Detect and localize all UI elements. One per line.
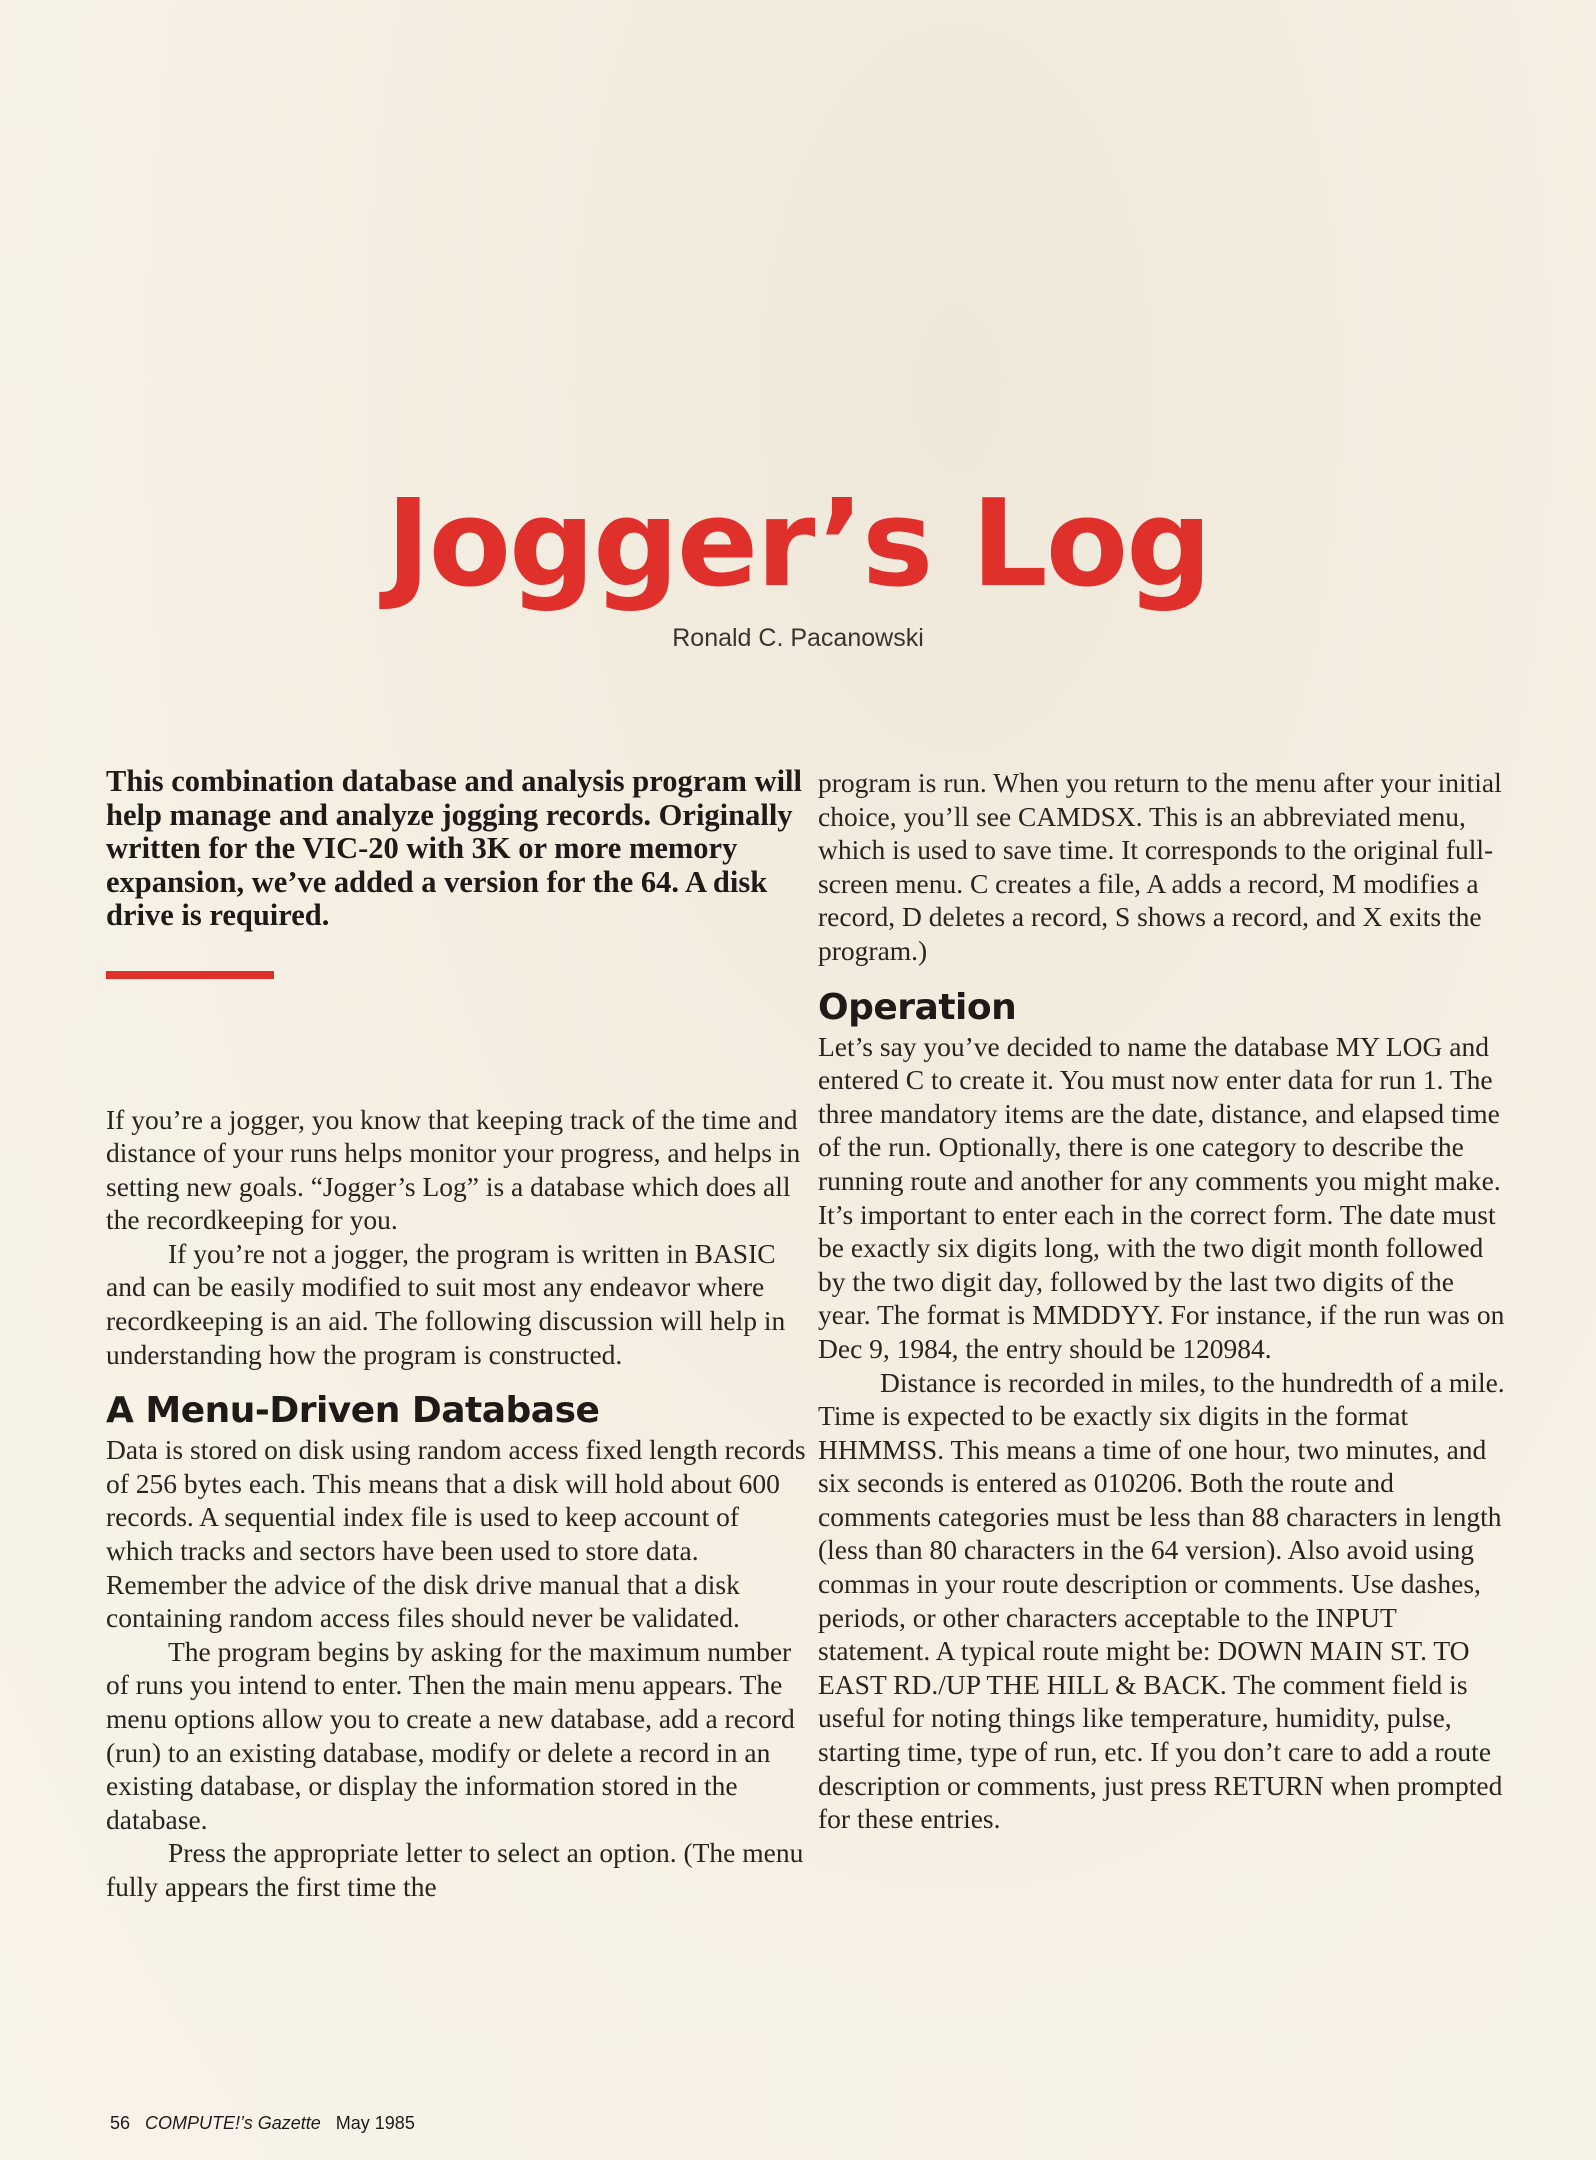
right-column [818, 766, 1508, 1836]
column-spacer [106, 1371, 806, 1389]
body-paragraph: If you’re a jogger, you know that keeping track of the time and distance of your runs helps monitor your progress, and helps in setting new goals. “Jogger’s Log” is a database which does all the recordkeeping for you. [106, 1103, 801, 1236]
column-spacer [818, 968, 1508, 986]
left-column [106, 765, 806, 1904]
article-intro: This combination database and analysis program will help manage and analyze jogging records. Originally written for the VIC-20 with 3K or more memory expansion, we’ve added a version for the 64. A disk drive is required. [106, 764, 802, 932]
section-heading-menu-driven: A Menu-Driven Database [106, 1390, 600, 1432]
section-heading-operation: Operation [818, 986, 1017, 1028]
body-paragraph: Data is stored on disk using random access fixed length records of 256 bytes each. This means that a disk will hold about 600 records. A sequential index file is used to keep account of which tracks and sectors have been used to store data. Remember the advice of the disk drive manual that a disk containing random access files should never be validated. [106, 1434, 806, 1634]
body-paragraph: The program begins by asking for the maximum number of runs you intend to enter. Then the main menu appears. The menu options allow you to create a new database, add a record (run) to an existing database, modify or delete a record in an existing database, or display the information stored in the database. [106, 1635, 795, 1835]
body-paragraph: Press the appropriate letter to select an option. (The menu fully appears the first time the [106, 1837, 804, 1902]
page-footer [110, 2113, 415, 2134]
page-number: 56 [110, 2113, 131, 2133]
body-paragraph: program is run. When you return to the menu after your initial choice, you’ll see CAMDSX. This is an abbreviated menu, which is used to save time. It corresponds to the original full-screen menu. C creates a file, A adds a record, M modifies a record, D deletes a record, S shows a record, and X exits the program.) [818, 767, 1502, 966]
red-divider-rule [106, 971, 274, 979]
body-paragraph: If you’re not a jogger, the program is written in BASIC and can be easily modified to suit most any endeavor where recordkeeping is an aid. The following discussion will help in understanding how the program is constructed. [106, 1237, 786, 1370]
article-title: Jogger’s Log [385, 475, 1211, 615]
article-author: Ronald C. Pacanowski [672, 624, 924, 652]
issue-date: May 1985 [335, 2113, 415, 2133]
body-paragraph: Distance is recorded in miles, to the hundredth of a mile. Time is expected to be exactly six digits in the format HHMMSS. This means a time of one hour, two minutes, and six seconds is entered as 010206. Both the route and comments categories must be less than 88 characters in length (less than 80 characters in the 64 version). Also avoid using commas in your route description or comments. Use dashes, periods, or other characters acceptable to the INPUT statement. A typical route might be: DOWN MAIN ST. TO EAST RD./UP THE HILL & BACK. The comment field is useful for noting things like temperature, humidity, pulse, starting time, type of run, etc. If you don’t care to add a route description or comments, just press RETURN when prompted for these entries. [818, 1366, 1505, 1835]
publication-name: COMPUTE!’s Gazette [145, 2113, 321, 2133]
column-spacer [106, 979, 806, 1103]
body-paragraph: Let’s say you’ve decided to name the database MY LOG and entered C to create it. You must now enter data for run 1. The three mandatory items are the date, distance, and elapsed time of the run. Optionally, there is one category to describe the running route and another for any comments you might make. It’s important to enter each in the correct form. The date must be exactly six digits long, with the two digit month followed by the two digit day, followed by the last two digits of the year. The format is MMDDYY. For instance, if the run was on Dec 9, 1984, the entry should be 120984. [818, 1030, 1505, 1364]
